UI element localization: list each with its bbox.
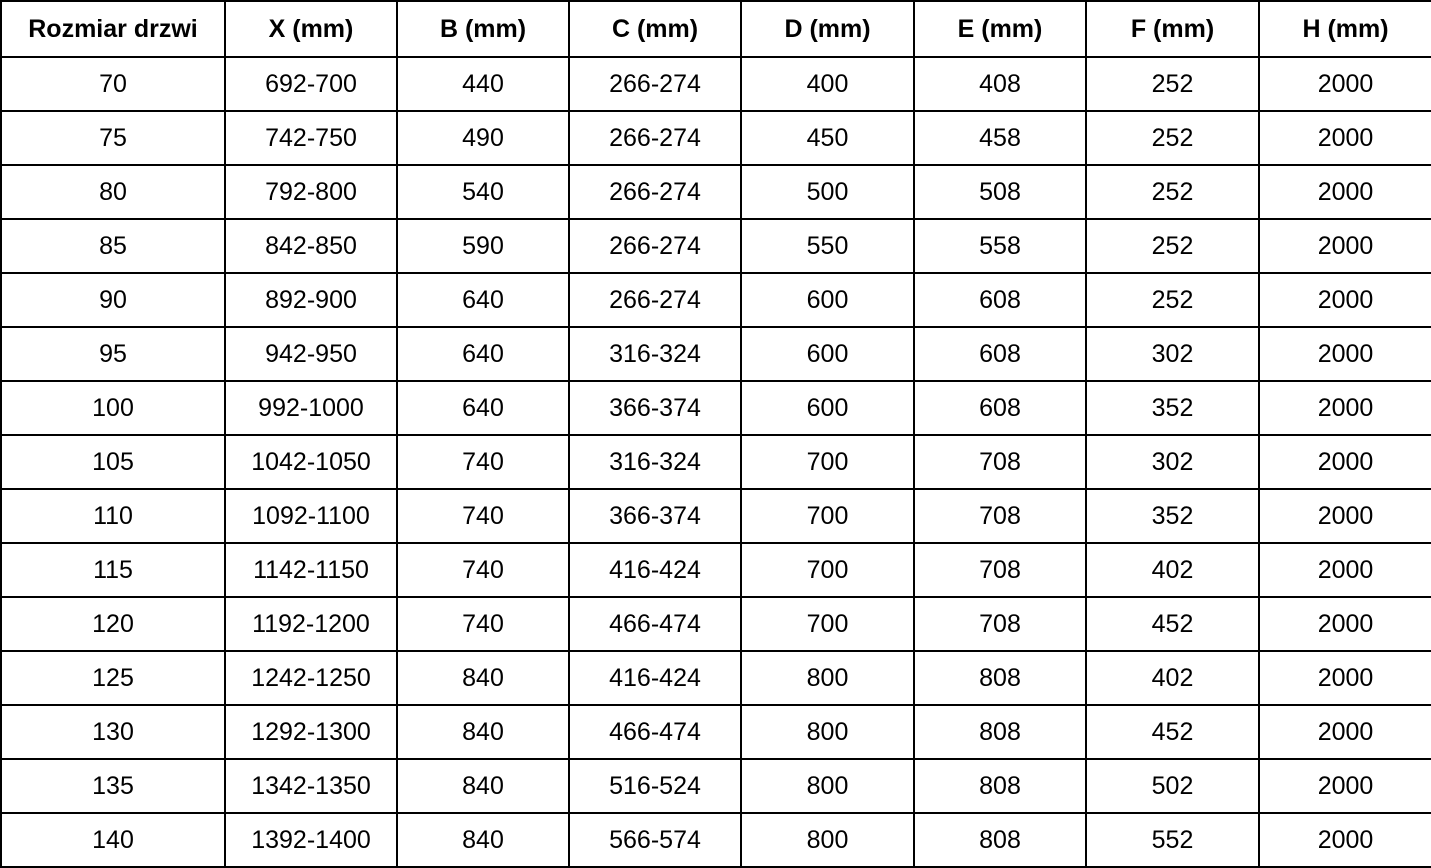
table-cell: 1092-1100 <box>225 489 397 543</box>
table-cell: 700 <box>741 489 914 543</box>
table-row <box>1 651 1431 705</box>
table-cell: 408 <box>914 57 1086 111</box>
table-cell: 440 <box>397 57 569 111</box>
table-row <box>1 543 1431 597</box>
header-row <box>1 1 1431 57</box>
table-cell: 115 <box>1 543 225 597</box>
table-cell: 70 <box>1 57 225 111</box>
table-cell: 2000 <box>1259 813 1431 867</box>
table-cell: 700 <box>741 435 914 489</box>
table-cell: 892-900 <box>225 273 397 327</box>
table-cell: 692-700 <box>225 57 397 111</box>
table-cell: 808 <box>914 651 1086 705</box>
table-cell: 800 <box>741 759 914 813</box>
table-cell: 140 <box>1 813 225 867</box>
table-cell: 302 <box>1086 435 1259 489</box>
table-cell: 266-274 <box>569 273 741 327</box>
table-cell: 2000 <box>1259 543 1431 597</box>
column-header: C (mm) <box>569 1 741 57</box>
table-cell: 600 <box>741 273 914 327</box>
table-cell: 1042-1050 <box>225 435 397 489</box>
table-cell: 1392-1400 <box>225 813 397 867</box>
table-cell: 992-1000 <box>225 381 397 435</box>
table-row <box>1 381 1431 435</box>
table-cell: 458 <box>914 111 1086 165</box>
table-row <box>1 759 1431 813</box>
table-row <box>1 813 1431 867</box>
table-cell: 2000 <box>1259 219 1431 273</box>
table-cell: 266-274 <box>569 57 741 111</box>
table-cell: 640 <box>397 381 569 435</box>
table-cell: 516-524 <box>569 759 741 813</box>
table-cell: 416-424 <box>569 651 741 705</box>
table-cell: 90 <box>1 273 225 327</box>
table-cell: 708 <box>914 435 1086 489</box>
table-row <box>1 57 1431 111</box>
table-cell: 316-324 <box>569 435 741 489</box>
table-cell: 502 <box>1086 759 1259 813</box>
table-cell: 452 <box>1086 705 1259 759</box>
table-cell: 558 <box>914 219 1086 273</box>
table-cell: 135 <box>1 759 225 813</box>
table-cell: 1142-1150 <box>225 543 397 597</box>
table-cell: 740 <box>397 489 569 543</box>
table-cell: 742-750 <box>225 111 397 165</box>
table-cell: 402 <box>1086 651 1259 705</box>
table-cell: 566-574 <box>569 813 741 867</box>
table-cell: 600 <box>741 327 914 381</box>
table-cell: 2000 <box>1259 327 1431 381</box>
table-cell: 708 <box>914 543 1086 597</box>
table-cell: 700 <box>741 543 914 597</box>
table-cell: 608 <box>914 273 1086 327</box>
table-cell: 840 <box>397 651 569 705</box>
table-row <box>1 489 1431 543</box>
table-cell: 840 <box>397 705 569 759</box>
table-cell: 2000 <box>1259 381 1431 435</box>
table-cell: 708 <box>914 489 1086 543</box>
table-cell: 402 <box>1086 543 1259 597</box>
table-cell: 608 <box>914 327 1086 381</box>
table-cell: 508 <box>914 165 1086 219</box>
table-cell: 2000 <box>1259 273 1431 327</box>
table-cell: 352 <box>1086 489 1259 543</box>
table-cell: 105 <box>1 435 225 489</box>
column-header: E (mm) <box>914 1 1086 57</box>
table-cell: 466-474 <box>569 597 741 651</box>
column-header: H (mm) <box>1259 1 1431 57</box>
table-cell: 252 <box>1086 219 1259 273</box>
table-row <box>1 327 1431 381</box>
table-row <box>1 435 1431 489</box>
table-row <box>1 165 1431 219</box>
table-row <box>1 705 1431 759</box>
table-cell: 266-274 <box>569 165 741 219</box>
table-cell: 252 <box>1086 273 1259 327</box>
table-cell: 942-950 <box>225 327 397 381</box>
table-cell: 2000 <box>1259 435 1431 489</box>
table-cell: 400 <box>741 57 914 111</box>
table-cell: 452 <box>1086 597 1259 651</box>
table-cell: 740 <box>397 597 569 651</box>
table-cell: 2000 <box>1259 705 1431 759</box>
table-row <box>1 219 1431 273</box>
table-cell: 120 <box>1 597 225 651</box>
table-cell: 2000 <box>1259 651 1431 705</box>
table-cell: 740 <box>397 543 569 597</box>
table-cell: 1292-1300 <box>225 705 397 759</box>
table-cell: 416-424 <box>569 543 741 597</box>
table-cell: 590 <box>397 219 569 273</box>
table-cell: 302 <box>1086 327 1259 381</box>
table-cell: 500 <box>741 165 914 219</box>
table-cell: 252 <box>1086 165 1259 219</box>
table-cell: 80 <box>1 165 225 219</box>
table-body <box>1 57 1431 867</box>
table-cell: 2000 <box>1259 165 1431 219</box>
table-cell: 352 <box>1086 381 1259 435</box>
table-cell: 708 <box>914 597 1086 651</box>
table-cell: 252 <box>1086 57 1259 111</box>
column-header: B (mm) <box>397 1 569 57</box>
table-cell: 840 <box>397 759 569 813</box>
column-header: F (mm) <box>1086 1 1259 57</box>
table-cell: 95 <box>1 327 225 381</box>
column-header: Rozmiar drzwi <box>1 1 225 57</box>
table-cell: 608 <box>914 381 1086 435</box>
table-cell: 252 <box>1086 111 1259 165</box>
table-cell: 2000 <box>1259 111 1431 165</box>
table-cell: 800 <box>741 651 914 705</box>
table-row <box>1 111 1431 165</box>
table-cell: 490 <box>397 111 569 165</box>
table-cell: 366-374 <box>569 489 741 543</box>
table-cell: 1192-1200 <box>225 597 397 651</box>
table-cell: 840 <box>397 813 569 867</box>
table-cell: 2000 <box>1259 489 1431 543</box>
table-cell: 808 <box>914 759 1086 813</box>
table-row <box>1 273 1431 327</box>
table-cell: 552 <box>1086 813 1259 867</box>
table-cell: 85 <box>1 219 225 273</box>
table-cell: 130 <box>1 705 225 759</box>
table-cell: 640 <box>397 273 569 327</box>
table-cell: 740 <box>397 435 569 489</box>
table-cell: 2000 <box>1259 759 1431 813</box>
table-cell: 700 <box>741 597 914 651</box>
table-cell: 800 <box>741 705 914 759</box>
table-cell: 792-800 <box>225 165 397 219</box>
table-cell: 2000 <box>1259 597 1431 651</box>
table-cell: 366-374 <box>569 381 741 435</box>
table-cell: 266-274 <box>569 111 741 165</box>
column-header: X (mm) <box>225 1 397 57</box>
table-row <box>1 597 1431 651</box>
table-cell: 640 <box>397 327 569 381</box>
table-cell: 110 <box>1 489 225 543</box>
table-cell: 100 <box>1 381 225 435</box>
table-cell: 75 <box>1 111 225 165</box>
table-cell: 808 <box>914 813 1086 867</box>
table-cell: 266-274 <box>569 219 741 273</box>
table-cell: 466-474 <box>569 705 741 759</box>
table-cell: 550 <box>741 219 914 273</box>
table-cell: 2000 <box>1259 57 1431 111</box>
table-cell: 842-850 <box>225 219 397 273</box>
table-cell: 1342-1350 <box>225 759 397 813</box>
table-cell: 450 <box>741 111 914 165</box>
table-cell: 600 <box>741 381 914 435</box>
table-cell: 316-324 <box>569 327 741 381</box>
table-cell: 1242-1250 <box>225 651 397 705</box>
table-cell: 540 <box>397 165 569 219</box>
column-header: D (mm) <box>741 1 914 57</box>
table-cell: 808 <box>914 705 1086 759</box>
table-cell: 125 <box>1 651 225 705</box>
table-cell: 800 <box>741 813 914 867</box>
